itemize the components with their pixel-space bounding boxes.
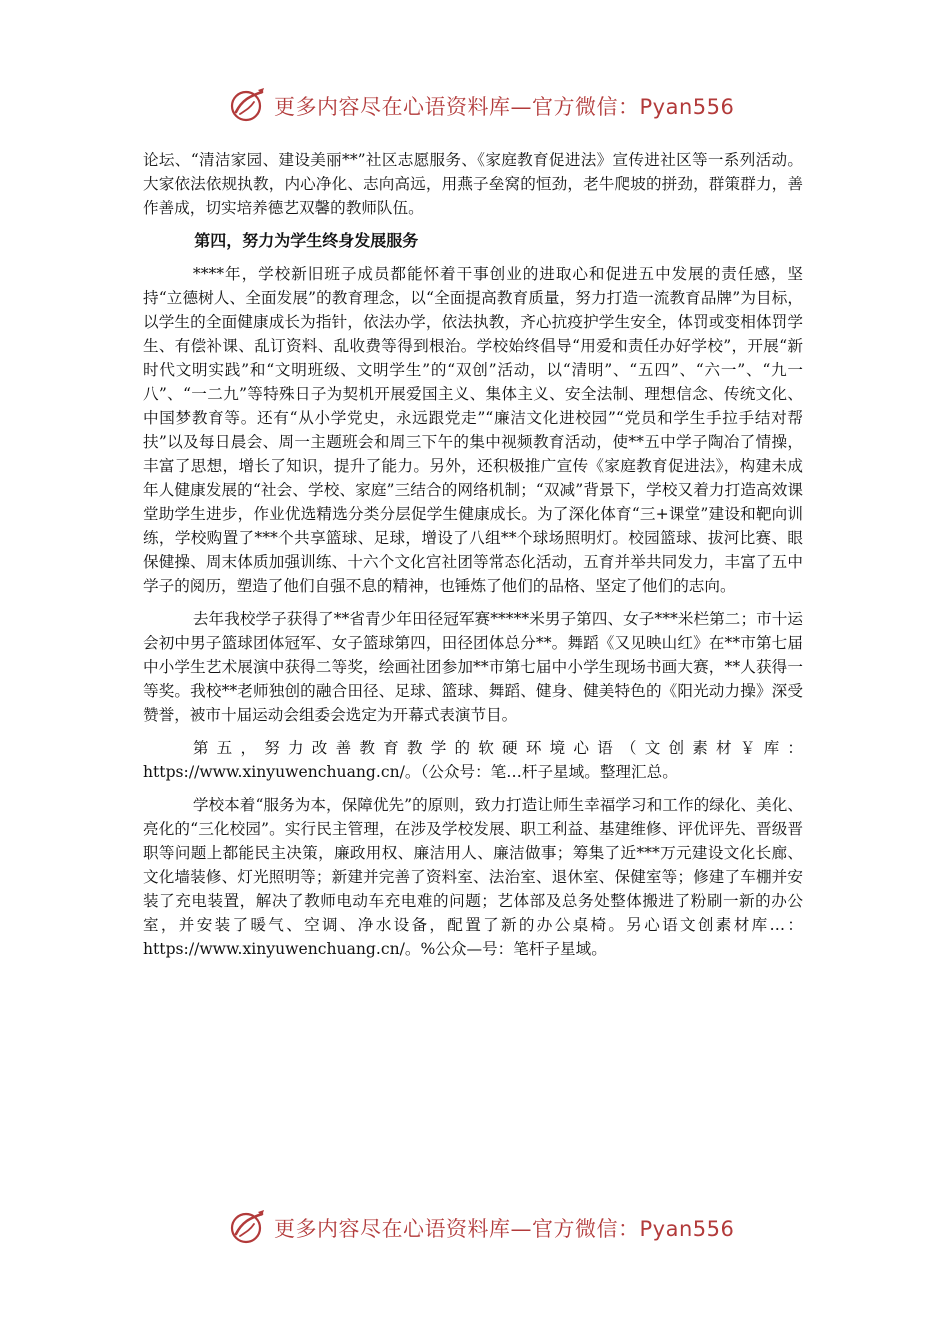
paragraph-student-development: ****年，学校新旧班子成员都能怀着干事创业的进取心和促进五中发展的责任感，坚持“立德树人、全面发展”的教育理念，以“全面提高教育质量，努力打造一流教育品牌”为目标，以学生的全面健康成长为指针，依法办学，依法执教，齐心抗疫护学生安全，体罚或变相体罚学生、有偿补课、乱订资料、乱收费等得到根治。学校始终倡导“用爱和责任办好学校”，开展“新时代文明实践”和“文明班级、文明学生”的“双创”活动，以“清明”、“五四”、“六一”、“九一八”、“一二九”等特殊日子为契机开展爱国主义、集体主义、安全法制、理想信念、传统文化、中国梦教育等。还有“从小学党史，永远跟党走”“廉洁文化进校园”“党员和学生手拉手结对帮扶”以及每日晨会、周一主题班会和周三下午的集中视频教育活动，使**五中学子陶冶了情操，丰富了思想，增长了知识，提升了能力。另外，还积极推广宣传《家庭教育促进法》，构建未成年人健康发展的“社会、学校、家庭”三结合的网络机制；“双减”背景下，学校又着力打造高效课堂助学生进步，作业优选精选分类分层促学生健康成长。为了深化体育“三+课堂”建设和靶向训练，学校购置了***个共享篮球、足球，增设了八组**个球场照明灯。校园篮球、拔河比赛、眼保健操、周末体质加强训练、十六个文化宫社团等常态化活动，五育并举共同发力，丰富了五中学子的阅历，塑造了他们自强不息的精神，也锤炼了他们的品格、坚定了他们的志向。 — [143, 265, 803, 595]
banner-text: 更多内容尽在心语资料库—官方微信：Pyan556 — [274, 95, 735, 119]
paragraph-intro-continuation: 论坛、“清洁家园、建设美丽**”社区志愿服务、《家庭教育促进法》宣传进社区等一系列活动。大家依法依规执教，内心净化、志向高远，用燕子垒窝的恒劲，老牛爬坡的拼劲，群策群力，善作善成，切实培养德艺双馨的教师队伍。 — [143, 151, 803, 217]
paragraph-school-environment: 学校本着“服务为本，保障优先”的原则，致力打造让师生幸福学习和工作的绿化、美化、亮化的“三化校园”。实行民主管理，在涉及学校发展、职工利益、基建维修、评优评先、晋级晋职等问题上都能民主决策，廉政用权、廉洁用人、廉洁做事；筹集了近***万元建设文化长廊、文化墙装修、灯光照明等；新建并完善了资料室、法治室、退休室、保健室等；修建了车棚并安装了充电装置，解决了教师电动车充电难的问题；艺体部及总务处整体搬进了粉刷一新的办公室，并安装了暖气、空调、净水设备，配置了新的办公桌椅。另心语文创素材库…：https://www.xinyuwenchuang.cn/。%公众—号：笔杆子星域。 — [143, 796, 803, 958]
section-heading-four: 第四，努力为学生终身发展服务 — [194, 231, 419, 250]
pen-signature-logo-icon — [228, 86, 268, 126]
header-watermark-banner — [228, 84, 748, 128]
paragraph-achievements: 去年我校学子获得了**省青少年田径冠军赛*****米男子第四、女子***米栏第二；市十运会初中男子篮球团体冠军、女子篮球第四，田径团体总分**。舞蹈《又见映山红》在**市第七届中小学生艺术展演中获得二等奖，绘画社团参加**市第七届中小学生现场书画大赛，**人获得一等奖。我校**老师独创的融合田径、足球、篮球、舞蹈、健身、健美特色的《阳光动力操》深受赞誉，被市十届运动会组委会选定为开幕式表演节目。 — [143, 610, 803, 724]
section-heading-five: 第五，努力改善教育教学的软硬环境心语（文创素材￥库：https://www.xinyuwenchuang.cn/。（公众号：笔…杆子星域。整理汇总。 — [143, 739, 803, 781]
document-body — [143, 148, 803, 970]
pen-signature-logo-icon — [228, 1208, 268, 1248]
footer-watermark-banner — [228, 1206, 748, 1250]
banner-text: 更多内容尽在心语资料库—官方微信：Pyan556 — [274, 1217, 735, 1241]
